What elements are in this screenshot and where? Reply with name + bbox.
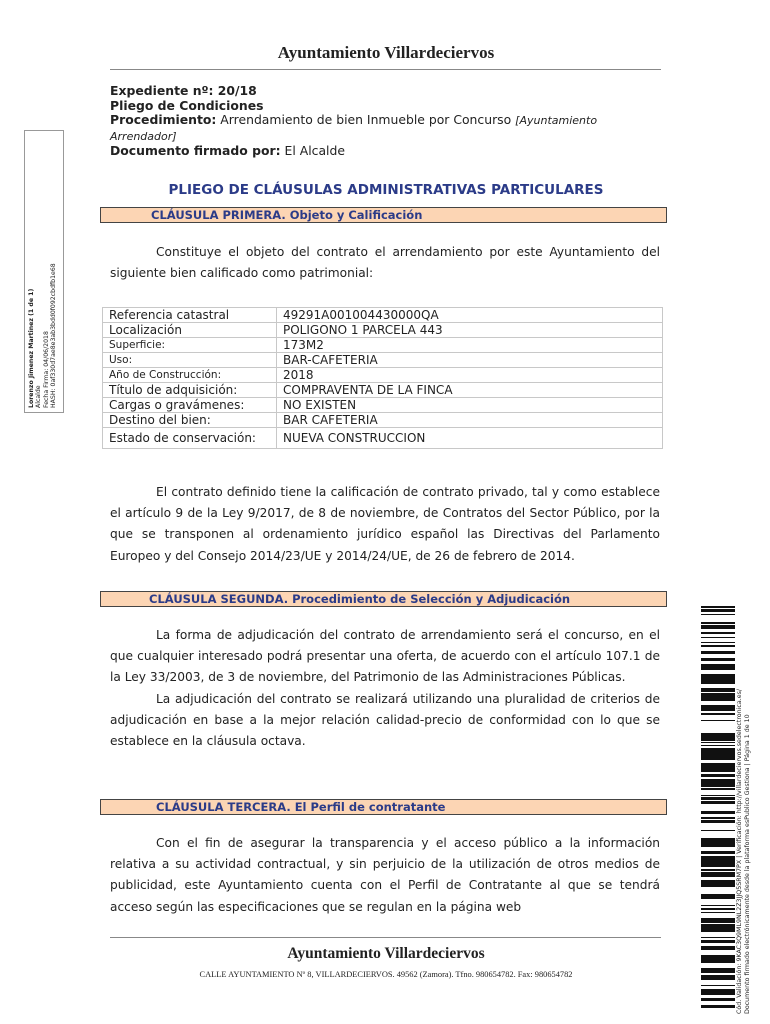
table-row [103,308,663,323]
header-rule [110,69,661,70]
barcode-bar [701,968,735,970]
barcode-bar [701,896,735,899]
signer-role: Alcalde [35,385,43,408]
barcode-bar [701,788,735,790]
barcode-bar [701,755,735,758]
paragraph-objeto [110,242,660,284]
barcode-bar [701,830,735,831]
barcode-bar [701,784,735,787]
barcode-bar [701,742,735,743]
clause-heading-1 [100,207,667,223]
document-meta [110,84,670,159]
table-value: POLIGONO 1 PARCELA 443 [277,323,663,338]
barcode-bar [701,768,735,770]
procedimiento-note: [Ayuntamiento [515,114,598,127]
barcode-bar [701,645,735,646]
footer-address: CALLE AYUNTAMIENTO Nº 8, VILLARDECIERVOS. 49562 (Zamora). Tfno. 980654782. Fax: 980654782 [199,970,573,979]
barcode-bar [701,753,735,755]
barcode-bar [701,1005,735,1008]
paragraph-calificacion [110,482,660,567]
barcode-bar [701,710,735,711]
barcode-bar [701,961,735,963]
table-row [103,323,663,338]
barcode-bar [701,948,735,950]
paragraph-adjudicacion [110,625,660,752]
barcode-bar [701,708,735,710]
barcode-bar [701,989,735,990]
clause-heading-1-text: CLÁUSULA PRIMERA. Objeto y Calificación [151,208,423,222]
barcode-bar [701,734,735,736]
table-label: Título de adquisición: [103,383,277,398]
barcode-bar [701,664,735,666]
table-row [103,383,663,398]
paragraph-criterios-text: La adjudicación del contrato se realizará utilizando una pluralidad de criterios de adjudicación en base a la mejor relación calidad-precio de conformidad con lo que se establece en la cláusula octava. [110,691,660,749]
barcode-bar [701,758,735,760]
barcode-bar [701,863,735,864]
barcode-bar [701,693,735,695]
barcode-bar [701,691,735,692]
barcode-bar [701,872,735,875]
clause-heading-3 [100,799,667,815]
barcode-bar [701,674,735,675]
barcode-bar [701,990,735,992]
table-label: Año de Construcción: [103,368,277,383]
barcode-bar [701,705,735,708]
barcode-bar [701,803,735,804]
table-label: Destino del bien: [103,413,277,428]
table-label: Estado de conservación: [103,428,277,449]
barcode-bar [701,700,735,701]
barcode-bar [701,856,735,859]
barcode-bar [701,750,735,752]
table-label: Localización [103,323,277,338]
barcode-bar [701,955,735,956]
barcode-bar [701,851,735,852]
barcode-bar [701,882,735,885]
barcode-bar [701,801,735,802]
barcode-bar [701,894,735,896]
table-row [103,398,663,413]
barcode-bar [701,869,735,871]
barcode-bar [701,606,735,608]
barcode-bar [701,992,735,993]
property-table [102,307,663,449]
barcode-bar [701,924,735,927]
paragraph-calificacion-text: El contrato definido tiene la calificación de contrato privado, tal y como establece el artículo 9 de la Ley 9/2017, de 8 de noviembre, de Contratos del Sector Público, por la que se transponen al ordenamiento jurídico español las Directivas del Parlamento Europeo y del Consejo 2014/23/UE y 2014/24/UE, de 26 de febrero de 2014. [110,485,660,563]
barcode-bar [701,609,735,611]
signer-name: Lorenzo Jimenez Martinez (1 de 1) [28,288,35,408]
barcode-bar [701,720,735,721]
footer-rule [110,937,661,938]
barcode-bar [701,695,735,696]
signature-text [28,133,58,408]
procedimiento-note-2: Arrendador] [110,129,177,143]
barcode-bar [701,713,735,715]
barcode-bar [701,763,735,765]
barcode-bar [701,770,735,772]
barcode-bar [701,774,735,777]
barcode-bar [701,614,735,615]
barcode-bar [701,908,735,910]
procedimiento-value: Arrendamiento de bien Inmueble por Concurso [220,112,512,127]
barcode-bar [701,733,735,734]
barcode-bar [701,864,735,867]
barcode-bar [701,820,735,821]
firmado-label: Documento firmado por: [110,143,281,158]
document-title: PLIEGO DE CLÁUSULAS ADMINISTRATIVAS PARTICULARES [168,182,604,198]
barcode-bar [701,975,735,978]
barcode-bar [701,696,735,698]
barcode-bar [701,782,735,784]
barcode-bar [701,698,735,700]
barcode-bar [701,666,735,668]
table-value: 173M2 [277,338,663,353]
clause-heading-2 [100,591,667,607]
barcode-bar [701,658,735,661]
table-row [103,338,663,353]
table-row [103,428,663,449]
barcode-bars [701,606,735,1008]
verification-line-1: Cód. Validación: 9KAC3Q9ML9NL2Z3JJQ5SRM7PX | Verificación: http://villardeciervos.sedelectronica.es/ [736,689,743,1014]
barcode-bar [701,978,735,979]
barcode-bar [701,862,735,863]
barcode-bar [701,905,735,906]
barcode-bar [701,795,735,796]
table-label: Referencia catastral [103,308,277,323]
paragraph-objeto-text: Constituye el objeto del contrato el arrendamiento por este Ayuntamiento del siguiente bien calificado como patrimonial: [110,245,660,281]
barcode-bar [701,817,735,819]
clause-heading-2-text: CLÁUSULA SEGUNDA. Procedimiento de Selección y Adjudicación [149,592,571,606]
table-label: Cargas o gravámenes: [103,398,277,413]
barcode-bar [701,646,735,647]
barcode-bar [701,979,735,980]
signature-date: Fecha Firma: 04/06/2018 [42,331,50,408]
table-row [103,368,663,383]
barcode-bar [701,841,735,842]
barcode-bar [701,748,735,750]
paragraph-perfil [110,833,660,918]
table-value: 2018 [277,368,663,383]
pliego: Pliego de Condiciones [110,97,264,113]
barcode-bar [701,765,735,768]
barcode-bar [701,875,735,877]
table-row [103,413,663,428]
footer-title: Ayuntamiento Villardeciervos [287,945,485,962]
signature-hash: HASH: 0af330d7ae8e3ab3bdd0f092cbdfb1e68 [50,263,58,408]
barcode-bar [701,918,735,920]
barcode-bar [701,681,735,684]
header-title: Ayuntamiento Villardeciervos [277,43,495,62]
barcode-bar [701,946,735,948]
barcode-bar [701,779,735,782]
barcode-bar [701,651,735,654]
barcode-bar [701,637,735,638]
barcode-bar [701,745,735,746]
barcode-bar [701,845,735,847]
barcode-bar [701,852,735,854]
expediente: Expediente nº: 20/18 [110,83,257,98]
barcode-bar [701,668,735,670]
barcode-bar [701,927,735,930]
barcode-bar [701,678,735,681]
barcode-bar [701,811,735,814]
barcode-bar [701,736,735,738]
barcode-bar [701,920,735,923]
barcode-bar [701,611,735,612]
barcode-bar [701,958,735,961]
table-row [103,353,663,368]
barcode-bar [701,993,735,995]
barcode-bar [701,930,735,932]
verification-line-2: Documento firmado electrónicamente desde la plataforma esPublico Gestiona | Página 1 de 10 [743,714,751,1014]
barcode-bar [701,880,735,882]
barcode-bar [701,622,735,624]
table-value: NO EXISTEN [277,398,663,413]
barcode-bar [701,998,735,1001]
procedimiento-label: Procedimiento: [110,112,217,127]
barcode-bar [701,821,735,823]
barcode-bar [701,632,735,634]
barcode-bar [701,752,735,753]
clause-heading-3-text: CLÁUSULA TERCERA. El Perfil de contratante [156,800,446,814]
barcode-bar [701,802,735,803]
barcode-bar [701,738,735,741]
barcode-bar [701,642,735,643]
table-label: Uso: [103,353,277,368]
table-value: BAR CAFETERIA [277,413,663,428]
table-value: BAR-CAFETERIA [277,353,663,368]
barcode-bar [701,675,735,678]
table-value: COMPRAVENTA DE LA FINCA [277,383,663,398]
barcode-bar [701,838,735,841]
paragraph-perfil-text: Con el fin de asegurar la transparencia y el acceso público a la información relativa a su actividad contractual, y sin perjuicio de la utilización de otros medios de publicidad, este Ayuntamiento cuenta con el Perfil de Contratante al que se tendrá acceso según las especificaciones que se regulan en la página web [110,836,660,914]
barcode-bar [701,842,735,845]
table-label: Superficie: [103,338,277,353]
barcode-bar [701,912,735,913]
barcode-bar [701,937,735,938]
barcode-bar [701,797,735,800]
barcode-bar [701,956,735,958]
table-value: NUEVA CONSTRUCCION [277,428,663,449]
barcode-bar [701,625,735,628]
barcode-bar [701,972,735,973]
paragraph-adjudicacion-text: La forma de adjudicación del contrato de arrendamiento será el concurso, en el que cualquier interesado podrá presentar una oferta, de acuerdo con el artículo 107.1 de la Ley 33/2003, de 3 de noviembre, del Patrimonio de las Administraciones Públicas. [110,628,660,685]
barcode-bar [701,970,735,972]
barcode-bar [701,628,735,629]
barcode-bar [701,940,735,943]
verification-text [736,584,752,1014]
barcode-bar [701,985,735,986]
table-value: 49291A001004430000QA [277,308,663,323]
firmado-value: El Alcalde [284,143,345,158]
barcode-bar [701,688,735,691]
barcode-bar [701,859,735,862]
barcode-bar [701,885,735,887]
